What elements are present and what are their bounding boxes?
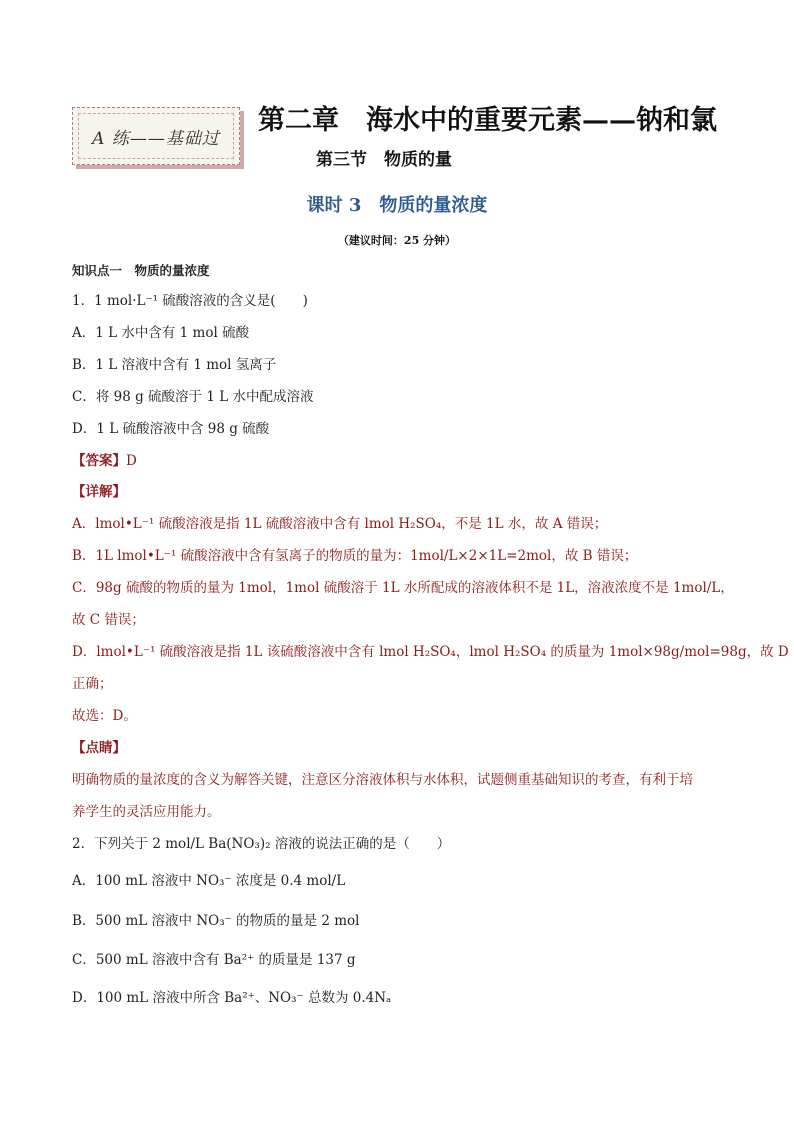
point-line-2: 养学生的灵活应用能力。 (72, 804, 221, 820)
detail-line-b: B．1L lmol•L⁻¹ 硫酸溶液中含有氢离子的物质的量为：1mol/L×2×1L=2mol，故 B 错误； (72, 548, 638, 564)
question-2-option-a: A．100 mL 溶液中 NO₃⁻ 浓度是 0.4 mol/L (72, 873, 346, 889)
detail-line-d-cont: 正确； (72, 676, 113, 692)
section-title: 第三节 物质的量 (316, 150, 452, 170)
point-line-1: 明确物质的量浓度的含义为解答关键，注意区分溶液体积与水体积，试题侧重基础知识的考查，有利于培 (72, 772, 693, 788)
detail-line-c: C．98g 硫酸的物质的量为 1mol，1mol 硫酸溶于 1L 水所配成的溶液体积不是 1L，溶液浓度不是 1mol/L， (72, 580, 734, 596)
question-1-stem: 1．1 mol·L⁻¹ 硫酸溶液的含义是( ) (72, 293, 308, 309)
detail-tag: 【详解】 (72, 484, 126, 500)
question-2-option-d: D．100 mL 溶液中所含 Ba²⁺、NO₃⁻ 总数为 0.4Nₐ (72, 990, 392, 1006)
detail-line-c-cont: 故 C 错误； (72, 612, 145, 628)
knowledge-point-heading: 知识点一 物质的量浓度 (72, 263, 210, 278)
stamp-label: A 练——基础过 (78, 113, 234, 159)
question-2-option-b: B．500 mL 溶液中 NO₃⁻ 的物质的量是 2 mol (72, 913, 360, 929)
chapter-title: 第二章 海水中的重要元素——钠和氯 (258, 105, 717, 136)
answer-row (72, 452, 137, 470)
lesson-title: 课时 3 物质的量浓度 (306, 195, 488, 216)
question-2-stem: 2．下列关于 2 mol/L Ba(NO₃)₂ 溶液的说法正确的是（ ） (72, 836, 451, 852)
point-tag: 【点睛】 (72, 740, 126, 756)
detail-line-d: D．lmol•L⁻¹ 硫酸溶液是指 1L 该硫酸溶液中含有 lmol H₂SO₄，lmol H₂SO₄ 的质量为 1mol×98g/mol=98g，故 D (72, 644, 789, 660)
time-note: （建议时间：25 分钟） (337, 234, 457, 247)
detail-line-a: A．lmol•L⁻¹ 硫酸溶液是指 1L 硫酸溶液中含有 lmol H₂SO₄，不是 1L 水，故 A 错误； (72, 516, 608, 532)
question-1-option-c: C．将 98 g 硫酸溶于 1 L 水中配成溶液 (72, 389, 314, 405)
question-1-option-b: B．1 L 溶液中含有 1 mol 氢离子 (72, 357, 277, 373)
question-1-option-d: D．1 L 硫酸溶液中含 98 g 硫酸 (72, 421, 270, 437)
question-2-option-c: C．500 mL 溶液中含有 Ba²⁺ 的质量是 137 g (72, 952, 356, 968)
detail-conclusion: 故选：D。 (72, 708, 137, 724)
answer-value: D (126, 453, 137, 469)
question-1-option-a: A．1 L 水中含有 1 mol 硫酸 (72, 325, 250, 341)
answer-tag: 【答案】 (72, 453, 126, 469)
practice-stamp (72, 107, 240, 165)
